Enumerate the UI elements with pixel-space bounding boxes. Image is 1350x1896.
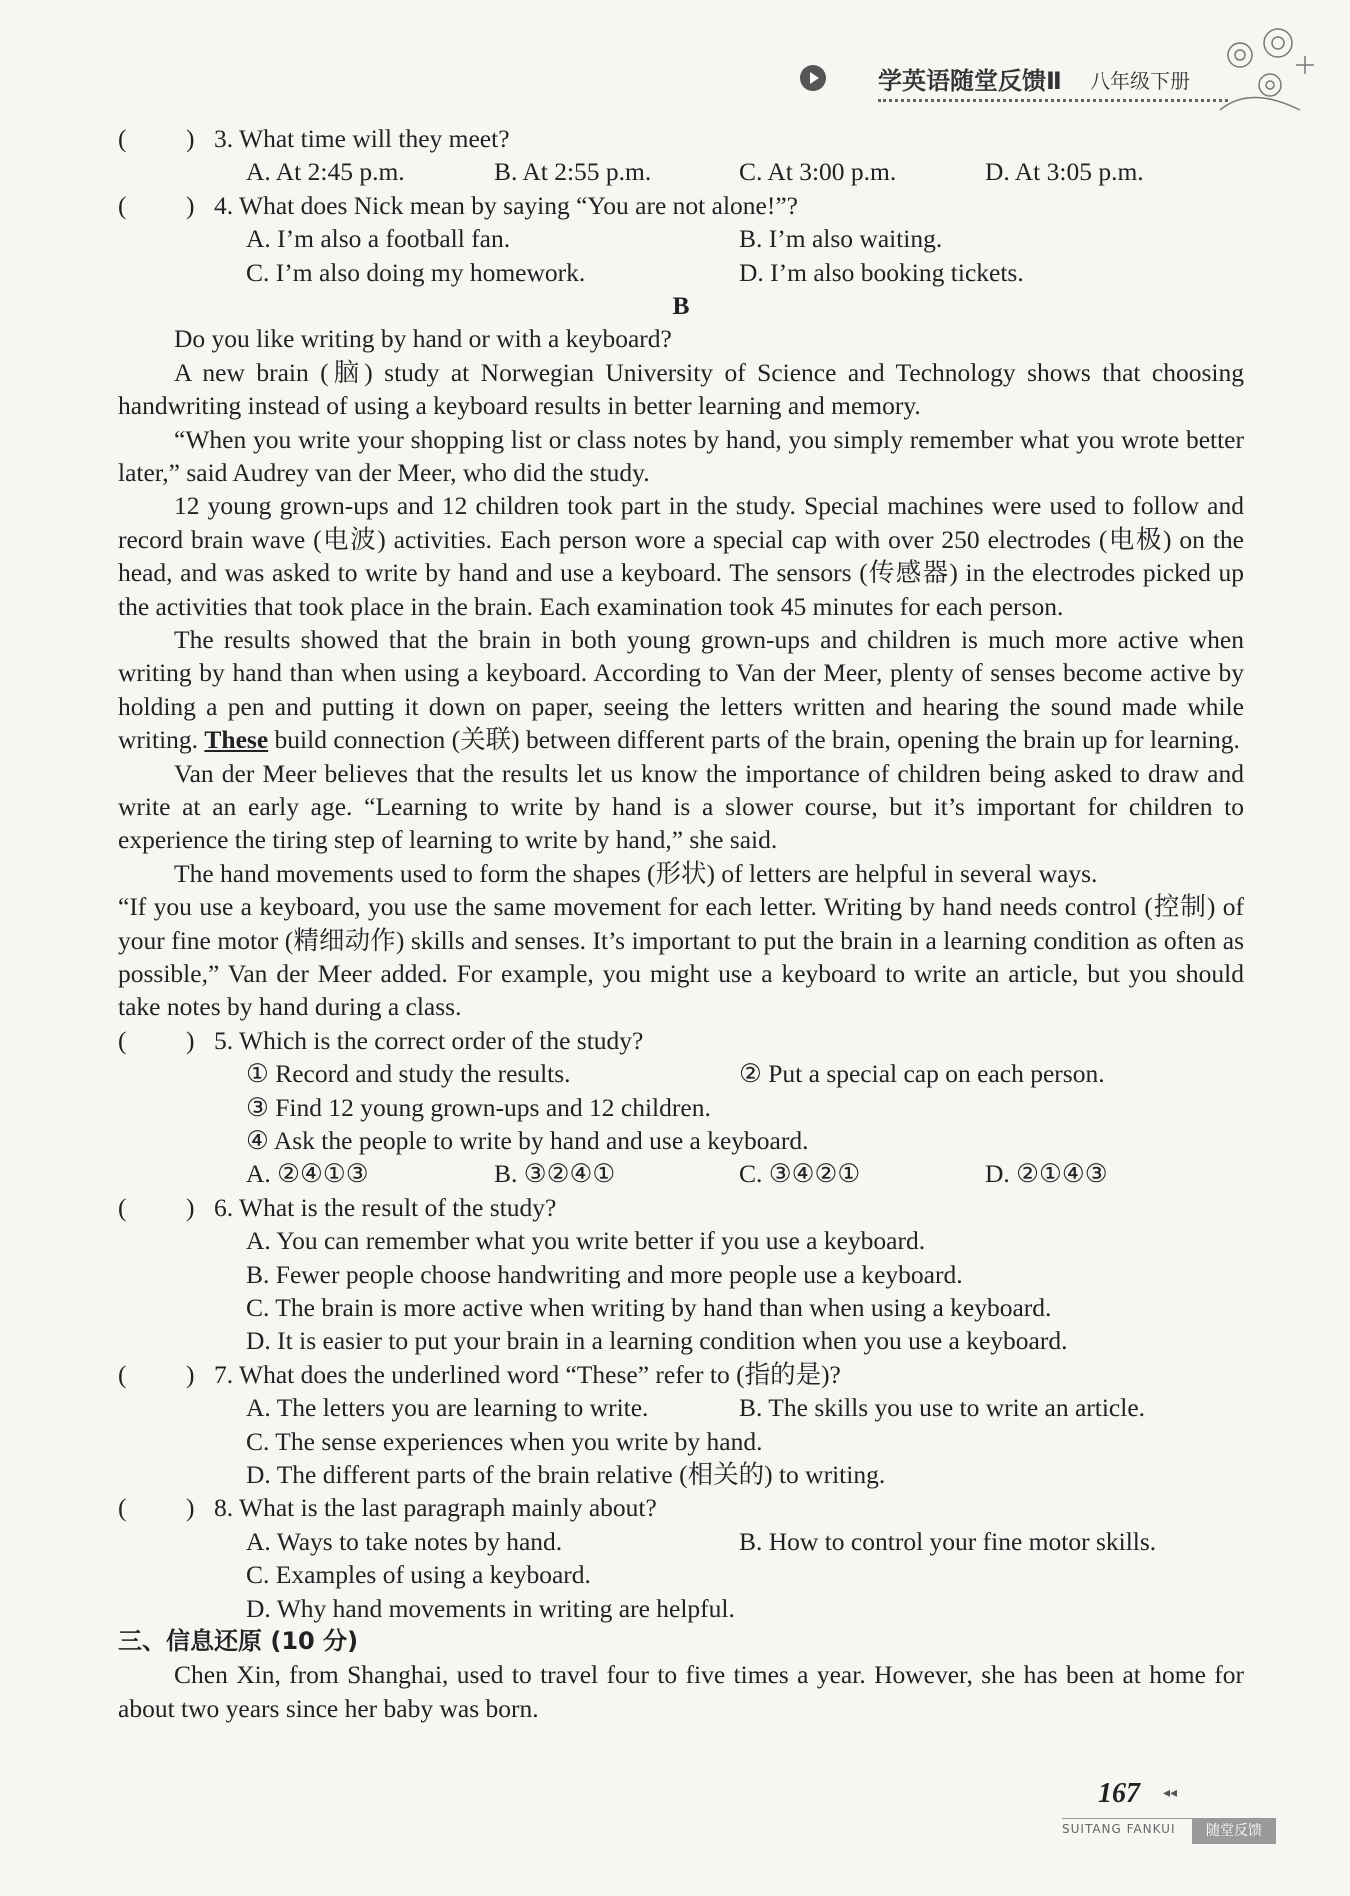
option-b: B. The skills you use to write an article. — [739, 1393, 1146, 1423]
paragraph-4-end: build connection (关联) between different parts of the brain, opening the brain up for learning. — [268, 725, 1240, 755]
arrows-icon: ◂◂ — [1163, 1786, 1178, 1801]
question-8-option-d-row — [118, 1592, 1244, 1625]
option-b: B. How to control your fine motor skills. — [739, 1526, 1157, 1556]
question-text: 5. Which is the correct order of the study? — [214, 1025, 644, 1055]
footer-badge: 随堂反馈 — [1192, 1818, 1276, 1844]
question-text: 3. What time will they meet? — [214, 124, 510, 153]
step-3: ③ Find 12 young grown-ups and 12 children. — [246, 1092, 711, 1122]
question-text: 6. What is the result of the study? — [214, 1192, 557, 1222]
option-d: D. I’m also booking tickets. — [739, 257, 1024, 287]
question-7-option-c-row — [118, 1425, 1244, 1458]
underlined-word: These — [204, 725, 269, 755]
option-a: A. ②④①③ — [246, 1159, 369, 1189]
answer-bracket-open: ( — [118, 1192, 127, 1222]
question-5-options — [118, 1157, 1244, 1190]
passage-paragraph-2: “When you write your shopping list or class notes by hand, you simply remember what you wrote better later,” said Audrey van der Meer, who did the study. — [118, 424, 1244, 487]
question-7-option-d-row — [118, 1458, 1244, 1491]
option-b: B. Fewer people choose handwriting and more people use a keyboard. — [246, 1259, 963, 1289]
option-c: C. I’m also doing my homework. — [246, 257, 586, 287]
footer-pinyin: SUITANG FANKUI — [1062, 1822, 1176, 1836]
answer-bracket-close: ) — [186, 190, 195, 220]
question-8-option-c-row — [118, 1558, 1244, 1591]
question-7 — [118, 1358, 1244, 1391]
section-b-label: B — [672, 290, 690, 320]
option-a: A. Ways to take notes by hand. — [246, 1526, 563, 1556]
passage-intro: Do you like writing by hand or with a keyboard? — [174, 324, 672, 354]
answer-bracket-open: ( — [118, 1359, 127, 1389]
answer-bracket-open: ( — [118, 1493, 127, 1523]
question-5-steps-row3 — [118, 1124, 1244, 1157]
question-6-option-a-row — [118, 1224, 1244, 1257]
question-6 — [118, 1191, 1244, 1224]
question-6-option-d-row — [118, 1324, 1244, 1357]
page-header — [800, 55, 1320, 115]
answer-bracket-open: ( — [118, 190, 127, 220]
option-c: C. The sense experiences when you write by hand. — [246, 1426, 763, 1456]
option-c: C. Examples of using a keyboard. — [246, 1560, 591, 1590]
question-7-options-row1 — [118, 1391, 1244, 1424]
answer-bracket-close: ) — [186, 1192, 195, 1222]
option-b: B. At 2:55 p.m. — [494, 157, 652, 187]
option-b: B. I’m also waiting. — [739, 224, 943, 254]
option-b: B. ③②④① — [494, 1159, 616, 1189]
section-3-paragraph: Chen Xin, from Shanghai, used to travel four to five times a year. However, she has been at home for about two years since her baby was born. — [118, 1660, 1244, 1723]
passage-paragraph-4 — [118, 623, 1244, 757]
question-5-steps-row1 — [118, 1057, 1244, 1090]
answer-bracket-close: ) — [186, 124, 195, 153]
section-3-heading: 三、信息还原 (10 分) — [118, 1626, 359, 1655]
question-text: 4. What does Nick mean by saying “You are not alone!”? — [214, 190, 798, 220]
question-4 — [118, 189, 1244, 222]
question-6-option-b-row — [118, 1258, 1244, 1291]
answer-bracket-close: ) — [186, 1493, 195, 1523]
page-number: 167 — [1098, 1778, 1140, 1809]
option-d: D. Why hand movements in writing are helpful. — [246, 1593, 735, 1623]
passage-paragraph-1: A new brain (脑) study at Norwegian University of Science and Technology shows that choosing handwriting instead of using a keyboard results in better learning and memory. — [118, 357, 1244, 421]
answer-bracket-close: ) — [186, 1359, 195, 1389]
passage-paragraph-5: Van der Meer believes that the results let us know the importance of children being asked to draw and write at an early age. “Learning to write by hand is a slower course, but it’s important for children to experience the tiring step of learning to write by hand,” she said. — [118, 758, 1244, 855]
paragraph-4-start: The results showed that the brain in both young grown-ups and children is much more active when writing by hand than when using a keyboard. According to Van der Meer, plenty of senses become active by holding a pen and putting it down on paper, seeing the letters written and hearing the sound made while writing. — [118, 625, 1244, 755]
header-divider — [878, 99, 1228, 102]
answer-bracket-open: ( — [118, 1025, 127, 1055]
flower-decoration-icon — [1210, 15, 1320, 125]
option-c: C. At 3:00 p.m. — [739, 157, 897, 187]
header-title: 学英语随堂反馈Ⅱ — [878, 67, 1062, 95]
question-8-options-row1 — [118, 1525, 1244, 1558]
question-4-options-row2 — [118, 256, 1244, 289]
option-c: C. The brain is more active when writing by hand than when using a keyboard. — [246, 1293, 1052, 1322]
option-d: D. ②①④③ — [985, 1159, 1108, 1189]
option-a: A. I’m also a football fan. — [246, 224, 511, 254]
step-4: ④ Ask the people to write by hand and use a keyboard. — [246, 1126, 809, 1156]
option-c: C. ③④②① — [739, 1159, 861, 1189]
step-1: ① Record and study the results. — [246, 1059, 571, 1089]
question-3-options — [118, 155, 1244, 188]
question-8 — [118, 1491, 1244, 1524]
question-5 — [118, 1024, 1244, 1057]
passage-paragraph-6-rest: “If you use a keyboard, you use the same movement for each letter. Writing by hand needs control (控制) of your fine motor (精细动作) skills and senses. It’s important to put the brain in a learning condition as often as possible,” Van der Meer added. For example, you might use a keyboard to write an article, but you should take notes by hand during a class. — [118, 892, 1244, 1022]
question-text: 7. What does the underlined word “These” refer to (指的是)? — [214, 1359, 841, 1389]
option-a: A. At 2:45 p.m. — [246, 157, 405, 187]
question-3 — [118, 122, 1244, 155]
option-a: A. You can remember what you write better if you use a keyboard. — [246, 1226, 926, 1256]
answer-bracket-open: ( — [118, 124, 127, 153]
question-6-option-c-row — [118, 1291, 1244, 1324]
option-a: A. The letters you are learning to write. — [246, 1393, 649, 1423]
header-grade: 八年级下册 — [1090, 69, 1190, 93]
passage-paragraph-6-first: The hand movements used to form the shapes (形状) of letters are helpful in several ways. — [174, 858, 1098, 888]
option-d: D. It is easier to put your brain in a learning condition when you use a keyboard. — [246, 1326, 1068, 1356]
option-d: D. At 3:05 p.m. — [985, 157, 1144, 187]
passage-paragraph-3: 12 young grown-ups and 12 children took part in the study. Special machines were used to follow and record brain wave (电波) activities. Each person wore a special cap with over 250 electrodes (电极) on the head, and was asked to write by hand and use a keyboard. The sensors (传感器) in the electrodes picked up the activities that took place in the brain. Each examination took 45 minutes for each person. — [118, 491, 1244, 621]
page-content — [118, 122, 1244, 1725]
question-text: 8. What is the last paragraph mainly about? — [214, 1493, 657, 1523]
question-4-options-row1 — [118, 222, 1244, 255]
answer-bracket-close: ) — [186, 1025, 195, 1055]
option-d: D. The different parts of the brain relative (相关的) to writing. — [246, 1459, 886, 1489]
question-5-steps-row2 — [118, 1091, 1244, 1124]
play-icon — [800, 65, 826, 91]
step-2: ② Put a special cap on each person. — [739, 1059, 1105, 1089]
